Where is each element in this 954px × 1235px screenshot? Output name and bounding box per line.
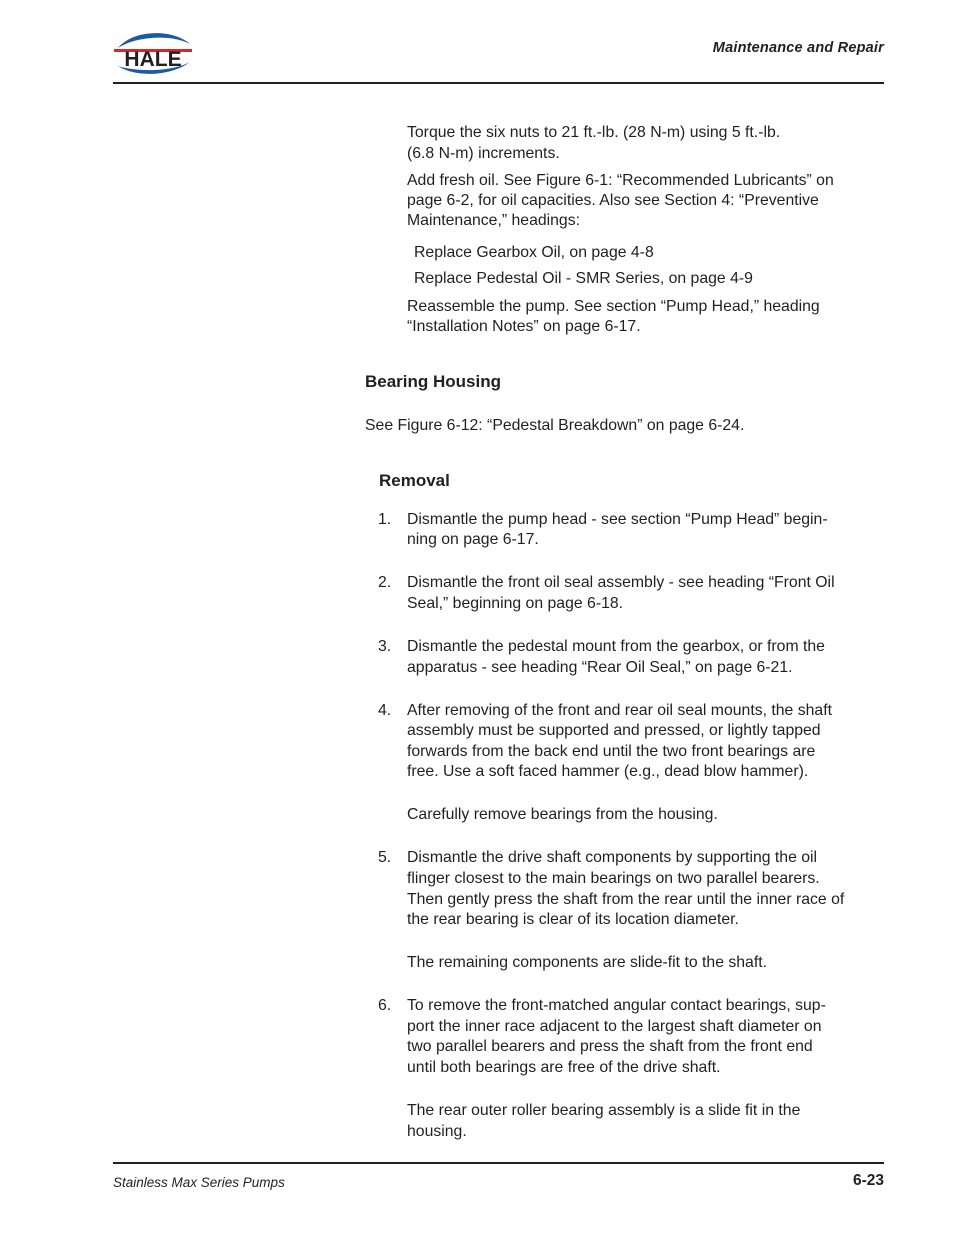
footer-doc-title: Stainless Max Series Pumps [113,1175,285,1190]
oil-text-line-1: Add fresh oil. See Figure 6-1: “Recommended Lubricants” on [407,172,834,189]
step-5-line-3: Then gently press the shaft from the rear until the inner race of [407,891,845,908]
step-4-line-2: assembly must be supported and pressed, or lightly tapped [407,722,821,739]
bearing-figure-reference: See Figure 6-12: “Pedestal Breakdown” on page 6-24. [365,417,745,434]
step-4-line-4: free. Use a soft faced hammer (e.g., dead blow hammer). [407,763,809,780]
step-6-note-line-2: housing. [407,1123,467,1140]
step-5-number: 5. [378,849,392,866]
header-rule [113,82,884,84]
step-4-line-3: forwards from the back end until the two front bearings are [407,743,816,760]
step-4-line-1: After removing of the front and rear oil seal mounts, the shaft [407,702,832,719]
sub-item-pedestal-oil: Replace Pedestal Oil - SMR Series, on page 4-9 [414,270,753,287]
header-section-title: Maintenance and Repair [712,40,884,56]
step-2-line-2: Seal,” beginning on page 6-18. [407,595,624,612]
hale-logo [110,26,196,84]
step-2-number: 2. [378,574,392,591]
step-6-line-2: port the inner race adjacent to the largest shaft diameter on [407,1018,822,1035]
reassemble-text-line-2: “Installation Notes” on page 6-17. [407,318,641,335]
step-6-line-3: two parallel bearers and press the shaft from the front end [407,1038,813,1055]
step-6-number: 6. [378,997,392,1014]
step-6-line-4: until both bearings are free of the drive shaft. [407,1059,721,1076]
step-3-line-1: Dismantle the pedestal mount from the gearbox, or from the [407,638,825,655]
footer-rule [113,1162,884,1164]
step-3-number: 3. [378,638,392,655]
reassemble-text-line-1: Reassemble the pump. See section “Pump Head,” heading [407,298,820,315]
step-3-line-2: apparatus - see heading “Rear Oil Seal,” on page 6-21. [407,659,793,676]
step-6-note-line-1: The rear outer roller bearing assembly is a slide fit in the [407,1102,801,1119]
step-5-line-2: flinger closest to the main bearings on two parallel bearers. [407,870,820,887]
step-4-number: 4. [378,702,392,719]
step-1-line-1: Dismantle the pump head - see section “Pump Head” begin- [407,511,828,528]
removal-heading: Removal [379,471,450,490]
step-2-line-1: Dismantle the front oil seal assembly - see heading “Front Oil [407,574,835,591]
torque-text-line-2: (6.8 N-m) increments. [407,145,560,162]
step-5-note: The remaining components are slide-fit to the shaft. [407,954,768,971]
hale-logo-text: HALE [124,48,182,71]
torque-text-line-1: Torque the six nuts to 21 ft.-lb. (28 N-m) using 5 ft.-lb. [407,124,781,141]
step-4-note: Carefully remove bearings from the housing. [407,806,718,823]
footer-page-number: 6-23 [852,1172,884,1189]
step-1-number: 1. [378,511,392,528]
step-5-line-1: Dismantle the drive shaft components by supporting the oil [407,849,818,866]
bearing-housing-heading: Bearing Housing [365,372,502,391]
step-1-line-2: ning on page 6-17. [407,531,539,548]
oil-text-line-2: page 6-2, for oil capacities. Also see Section 4: “Preventive [407,192,819,209]
sub-item-gearbox-oil: Replace Gearbox Oil, on page 4-8 [414,244,654,261]
step-5-line-4: the rear bearing is clear of its location diameter. [407,911,739,928]
step-6-line-1: To remove the front-matched angular contact bearings, sup- [407,997,826,1014]
oil-text-line-3: Maintenance,” headings: [407,212,581,229]
